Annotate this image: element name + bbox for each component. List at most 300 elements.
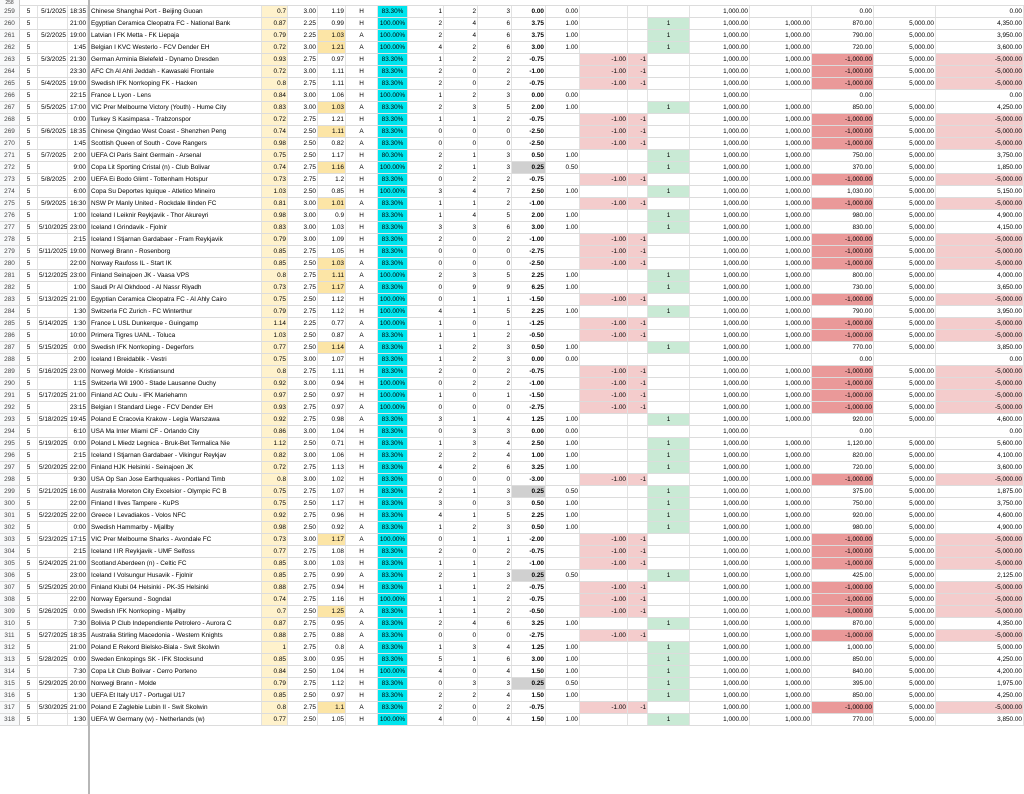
cell-base[interactable]: 5,000.00 [874, 66, 936, 77]
cell-num[interactable]: 5 [20, 186, 38, 197]
cell-flag[interactable]: 1 [648, 18, 690, 29]
cell-pl2[interactable]: 1.00 [546, 462, 580, 473]
cell-stake[interactable]: 2.75 [288, 510, 318, 521]
cell-flag[interactable] [648, 138, 690, 149]
cell-c3[interactable]: 6 [478, 618, 512, 629]
cell-confidence[interactable]: 83.30% [378, 54, 408, 65]
cell-unit[interactable] [750, 354, 812, 365]
cell-c2[interactable]: 1 [444, 306, 478, 317]
cell-row[interactable]: 293 [0, 414, 20, 425]
cell-c3[interactable]: 9 [478, 282, 512, 293]
cell-base[interactable]: 5,000.00 [874, 222, 936, 233]
cell-n1[interactable]: -1.00 [580, 630, 628, 641]
cell-n1[interactable]: -1.00 [580, 198, 628, 209]
cell-date[interactable] [38, 210, 68, 221]
cell-ret[interactable]: -1,000.00 [812, 78, 874, 89]
cell-unit[interactable]: 1,000.00 [750, 270, 812, 281]
cell-c3[interactable]: 0 [478, 126, 512, 137]
cell-c2[interactable]: 0 [444, 234, 478, 245]
cell-pick[interactable]: H [346, 114, 378, 125]
cell-pl2[interactable]: 1.00 [546, 186, 580, 197]
cell-time[interactable]: 23:00 [70, 272, 86, 279]
cell-ret[interactable]: -1,000.00 [812, 114, 874, 125]
cell-bank[interactable]: 1,000.00 [690, 642, 750, 653]
cell-row[interactable]: 263 [0, 54, 20, 65]
cell-n1[interactable] [580, 414, 628, 425]
cell-unit[interactable]: 1,000.00 [750, 546, 812, 557]
cell-bank[interactable]: 1,000.00 [690, 594, 750, 605]
cell-c1[interactable]: 2 [408, 366, 444, 377]
cell-time[interactable]: 22:00 [70, 512, 86, 519]
cell-c3[interactable]: 2 [478, 66, 512, 77]
cell-c1[interactable]: 1 [408, 522, 444, 533]
cell-total[interactable]: 3,950.00 [936, 30, 1024, 41]
cell-odds2[interactable]: 1.04 [318, 666, 346, 677]
cell-total[interactable]: 5,150.00 [936, 186, 1024, 197]
cell-pl[interactable]: 6.25 [512, 282, 546, 293]
cell-date[interactable] [38, 306, 68, 317]
cell-row[interactable]: 295 [0, 438, 20, 449]
cell-time[interactable]: 21:00 [70, 20, 86, 27]
cell-c2[interactable]: 1 [444, 534, 478, 545]
cell-bank[interactable]: 1,000.00 [690, 294, 750, 305]
cell-stake[interactable]: 2.75 [288, 366, 318, 377]
cell-c1[interactable]: 1 [408, 390, 444, 401]
cell-flag[interactable]: 1 [648, 618, 690, 629]
cell-odds[interactable]: 0.93 [262, 54, 288, 65]
cell-base[interactable]: 5,000.00 [874, 678, 936, 689]
match-cell[interactable] [90, 582, 262, 593]
cell-flag[interactable] [648, 78, 690, 89]
cell-date[interactable]: 5/27/2025 [39, 632, 68, 639]
cell-stake[interactable]: 2.50 [288, 714, 318, 725]
cell-pick[interactable]: A [346, 138, 378, 149]
cell-confidence[interactable]: 100.00% [378, 318, 408, 329]
cell-bank[interactable]: 1,000.00 [690, 342, 750, 353]
cell-unit[interactable]: 1,000.00 [750, 198, 812, 209]
cell-pl[interactable]: -3.00 [512, 474, 546, 485]
cell-base[interactable]: 5,000.00 [874, 174, 936, 185]
cell-row[interactable]: 291 [0, 390, 20, 401]
cell-unit[interactable]: 1,000.00 [750, 30, 812, 41]
cell-pl2[interactable] [546, 390, 580, 401]
cell-c2[interactable]: 2 [444, 450, 478, 461]
cell-date[interactable] [38, 498, 68, 509]
cell-pick[interactable]: H [346, 78, 378, 89]
cell-ret[interactable]: 425.00 [812, 570, 874, 581]
cell-odds[interactable]: 0.92 [262, 510, 288, 521]
cell-date[interactable]: 5/14/2025 [39, 320, 68, 327]
cell-pl2[interactable]: 1.00 [546, 102, 580, 113]
cell-flag[interactable]: 1 [648, 306, 690, 317]
cell-ret[interactable]: -1,000.00 [812, 606, 874, 617]
cell-odds2[interactable]: 1.03 [318, 222, 346, 233]
cell-odds[interactable]: 0.84 [262, 90, 288, 101]
cell-pl[interactable]: -0.75 [512, 702, 546, 713]
cell-flag[interactable] [648, 330, 690, 341]
cell-base[interactable]: 5,000.00 [874, 378, 936, 389]
cell-total[interactable]: 4,600.00 [936, 414, 1024, 425]
cell-row[interactable]: 297 [0, 462, 20, 473]
cell-ret[interactable]: 830.00 [812, 222, 874, 233]
cell-unit[interactable]: 1,000.00 [750, 678, 812, 689]
cell-c3[interactable]: 7 [478, 186, 512, 197]
cell-base[interactable]: 5,000.00 [874, 162, 936, 173]
cell-stake[interactable]: 2.75 [288, 174, 318, 185]
cell-c2[interactable]: 0 [444, 246, 478, 257]
cell-n2[interactable]: -1 [628, 378, 648, 389]
cell-c2[interactable]: 0 [444, 138, 478, 149]
cell-row[interactable]: 271 [0, 150, 20, 161]
cell-c1[interactable]: 2 [408, 450, 444, 461]
cell-c3[interactable]: 0 [478, 474, 512, 485]
cell-time[interactable]: 16:00 [70, 488, 86, 495]
cell-pl[interactable]: 1.25 [512, 414, 546, 425]
row-header[interactable]: 258 [0, 0, 20, 6]
cell-bank[interactable]: 1,000.00 [690, 486, 750, 497]
cell-pl2[interactable] [546, 546, 580, 557]
cell-pl[interactable]: -0.75 [512, 582, 546, 593]
cell-confidence[interactable]: 83.30% [378, 678, 408, 689]
match-cell[interactable] [90, 114, 262, 125]
cell-c3[interactable]: 3 [478, 426, 512, 437]
cell-date[interactable]: 5/5/2025 [38, 102, 68, 113]
cell-row[interactable]: 305 [0, 558, 20, 569]
cell-c3[interactable]: 2 [478, 558, 512, 569]
cell-pl2[interactable]: 1.00 [546, 18, 580, 29]
cell-flag[interactable] [648, 6, 690, 17]
cell-c1[interactable]: 1 [408, 438, 444, 449]
cell-n1[interactable] [580, 462, 628, 473]
match-cell[interactable] [90, 594, 262, 605]
cell-n2[interactable]: -1 [628, 606, 648, 617]
cell-pl2[interactable]: 1.00 [546, 642, 580, 653]
cell-total[interactable]: -5,000.00 [936, 378, 1024, 389]
cell-confidence[interactable]: 83.30% [378, 174, 408, 185]
cell-stake[interactable]: 3.00 [288, 102, 318, 113]
cell-odds[interactable]: 0.73 [262, 174, 288, 185]
cell-odds[interactable]: 0.8 [262, 366, 288, 377]
cell-date[interactable]: 5/12/2025 [39, 272, 68, 279]
cell-unit[interactable]: 1,000.00 [750, 654, 812, 665]
cell-flag[interactable] [648, 354, 690, 365]
cell-stake[interactable]: 2.50 [288, 666, 318, 677]
cell-num[interactable]: 5 [20, 474, 38, 485]
cell-pl2[interactable]: 1.00 [546, 30, 580, 41]
cell-c1[interactable]: 4 [408, 714, 444, 725]
cell-ret[interactable]: -1,000.00 [812, 378, 874, 389]
cell-c1[interactable]: 0 [408, 294, 444, 305]
cell-confidence[interactable]: 100.00% [378, 306, 408, 317]
cell-date[interactable] [38, 18, 68, 29]
cell-pick[interactable]: A [346, 330, 378, 341]
cell-flag[interactable] [648, 54, 690, 65]
cell-unit[interactable]: 1,000.00 [750, 42, 812, 53]
cell-total[interactable]: -5,000.00 [936, 114, 1024, 125]
cell-ret[interactable]: 870.00 [812, 18, 874, 29]
cell-stake[interactable]: 2.50 [288, 390, 318, 401]
cell-num[interactable]: 5 [20, 174, 38, 185]
match-cell[interactable] [90, 714, 262, 725]
cell-n1[interactable] [580, 162, 628, 173]
cell-stake[interactable]: 3.00 [288, 90, 318, 101]
cell-odds[interactable]: 0.83 [262, 102, 288, 113]
cell-stake[interactable]: 3.00 [288, 378, 318, 389]
cell-total[interactable]: 0.00 [936, 90, 1024, 101]
cell-date[interactable]: 5/9/2025 [38, 198, 68, 209]
cell-row[interactable]: 296 [0, 450, 20, 461]
cell-pick[interactable]: H [346, 54, 378, 65]
cell-bank[interactable]: 1,000.00 [690, 498, 750, 509]
cell-pick[interactable]: H [346, 210, 378, 221]
cell-n1[interactable]: -1.00 [580, 390, 628, 401]
match-cell[interactable] [90, 534, 262, 545]
match-cell[interactable] [90, 294, 262, 305]
cell-c3[interactable]: 6 [478, 18, 512, 29]
match-cell[interactable] [90, 354, 262, 365]
cell-stake[interactable]: 2.75 [288, 702, 318, 713]
cell-c1[interactable]: 1 [408, 6, 444, 17]
cell-pl2[interactable]: 1.00 [546, 414, 580, 425]
cell-ret[interactable]: 850.00 [812, 690, 874, 701]
cell-base[interactable]: 5,000.00 [874, 510, 936, 521]
cell-row[interactable]: 275 [0, 198, 20, 209]
cell-c2[interactable]: 4 [444, 18, 478, 29]
cell-unit[interactable]: 1,000.00 [750, 114, 812, 125]
match-cell[interactable] [90, 402, 262, 413]
cell-time[interactable]: 21:00 [70, 704, 86, 711]
cell-n2[interactable] [628, 678, 648, 689]
match-cell[interactable] [90, 666, 262, 677]
cell-confidence[interactable]: 100.00% [378, 534, 408, 545]
cell-time[interactable]: 0:00 [68, 522, 88, 533]
cell-total[interactable]: -5,000.00 [936, 594, 1024, 605]
cell-ret[interactable]: 375.00 [812, 486, 874, 497]
cell-total[interactable]: 3,750.00 [936, 150, 1024, 161]
cell-c1[interactable]: 0 [408, 678, 444, 689]
cell-flag[interactable]: 1 [648, 42, 690, 53]
cell-base[interactable]: 5,000.00 [874, 594, 936, 605]
cell-odds[interactable]: 0.8 [262, 474, 288, 485]
cell-c3[interactable]: 6 [478, 30, 512, 41]
cell-c3[interactable]: 0 [478, 402, 512, 413]
cell-c3[interactable]: 3 [478, 354, 512, 365]
cell-odds[interactable]: 0.72 [262, 462, 288, 473]
cell-confidence[interactable]: 83.30% [378, 342, 408, 353]
cell-base[interactable]: 5,000.00 [874, 294, 936, 305]
cell-time[interactable]: 1:30 [68, 306, 88, 317]
cell-confidence[interactable]: 83.30% [378, 66, 408, 77]
cell-odds[interactable]: 0.85 [262, 258, 288, 269]
cell-n2[interactable]: -1 [628, 126, 648, 137]
cell-confidence[interactable]: 83.30% [378, 222, 408, 233]
cell-c2[interactable]: 3 [444, 642, 478, 653]
cell-ret[interactable]: -1,000.00 [812, 54, 874, 65]
cell-total[interactable]: 4,250.00 [936, 654, 1024, 665]
cell-c2[interactable]: 3 [444, 438, 478, 449]
cell-c1[interactable]: 2 [408, 18, 444, 29]
cell-odds[interactable]: 0.79 [262, 30, 288, 41]
cell-pick[interactable]: H [346, 462, 378, 473]
cell-total[interactable]: -5,000.00 [936, 582, 1024, 593]
cell-stake[interactable]: 3.00 [288, 450, 318, 461]
cell-base[interactable]: 5,000.00 [874, 414, 936, 425]
cell-confidence[interactable]: 83.30% [378, 462, 408, 473]
cell-n2[interactable] [628, 222, 648, 233]
cell-pl2[interactable]: 1.00 [546, 270, 580, 281]
cell-c3[interactable]: 6 [478, 222, 512, 233]
cell-pl2[interactable]: 1.00 [546, 522, 580, 533]
cell-odds[interactable]: 0.79 [262, 306, 288, 317]
cell-stake[interactable]: 3.00 [288, 6, 318, 17]
cell-c3[interactable]: 2 [478, 366, 512, 377]
cell-odds[interactable]: 0.8 [262, 270, 288, 281]
cell-c1[interactable]: 4 [408, 42, 444, 53]
match-cell[interactable] [90, 426, 262, 437]
cell-c1[interactable]: 4 [408, 666, 444, 677]
cell-date[interactable]: 5/23/2025 [39, 536, 68, 543]
cell-odds[interactable]: 0.72 [262, 66, 288, 77]
cell-ret[interactable]: -1,000.00 [812, 258, 874, 269]
match-cell[interactable] [90, 342, 262, 353]
match-cell[interactable] [90, 378, 262, 389]
cell-date[interactable]: 5/11/2025 [39, 248, 67, 255]
cell-odds2[interactable]: 1.25 [318, 606, 346, 617]
cell-flag[interactable]: 1 [648, 654, 690, 665]
cell-time[interactable]: 0:00 [68, 114, 88, 125]
cell-n1[interactable] [580, 30, 628, 41]
cell-row[interactable]: 264 [0, 66, 20, 77]
cell-time[interactable]: 2:00 [68, 174, 88, 185]
cell-ret[interactable]: 980.00 [812, 522, 874, 533]
cell-odds2[interactable]: 0.92 [318, 522, 346, 533]
cell-flag[interactable] [648, 558, 690, 569]
cell-unit[interactable]: 1,000.00 [750, 378, 812, 389]
cell-total[interactable]: -5,000.00 [936, 234, 1024, 245]
cell-n2[interactable]: -1 [628, 258, 648, 269]
cell-c3[interactable]: 5 [478, 102, 512, 113]
cell-time[interactable]: 19:00 [70, 248, 86, 255]
cell-flag[interactable]: 1 [648, 222, 690, 233]
cell-ret[interactable]: 0.00 [812, 354, 874, 365]
cell-ret[interactable]: 840.00 [812, 666, 874, 677]
cell-stake[interactable]: 2.75 [288, 594, 318, 605]
cell-base[interactable]: 5,000.00 [874, 714, 936, 725]
cell-flag[interactable]: 1 [648, 498, 690, 509]
cell-total[interactable]: 4,350.00 [936, 18, 1024, 29]
cell-ret[interactable]: 770.00 [812, 714, 874, 725]
cell-c2[interactable]: 0 [444, 126, 478, 137]
cell-n1[interactable]: -1.00 [580, 594, 628, 605]
cell-date[interactable] [38, 642, 68, 653]
cell-pl[interactable]: 3.75 [512, 30, 546, 41]
cell-c1[interactable]: 2 [408, 270, 444, 281]
cell-stake[interactable]: 2.75 [288, 246, 318, 257]
cell-total[interactable]: 3,650.00 [936, 282, 1024, 293]
cell-pl[interactable]: 2.00 [512, 102, 546, 113]
cell-pl[interactable]: 0.00 [512, 6, 546, 17]
cell-n2[interactable] [628, 414, 648, 425]
cell-odds2[interactable]: 1.17 [318, 150, 346, 161]
cell-base[interactable]: 5,000.00 [874, 18, 936, 29]
cell-flag[interactable]: 1 [648, 678, 690, 689]
cell-c1[interactable]: 2 [408, 702, 444, 713]
cell-row[interactable]: 306 [0, 570, 20, 581]
cell-pl2[interactable]: 1.00 [546, 714, 580, 725]
cell-stake[interactable]: 3.00 [288, 654, 318, 665]
cell-unit[interactable]: 1,000.00 [750, 330, 812, 341]
cell-pick[interactable]: A [346, 534, 378, 545]
cell-row[interactable]: 265 [0, 78, 20, 89]
cell-base[interactable]: 5,000.00 [874, 234, 936, 245]
cell-n2[interactable]: -1 [628, 294, 648, 305]
cell-stake[interactable]: 2.50 [288, 330, 318, 341]
cell-pick[interactable]: A [346, 570, 378, 581]
cell-stake[interactable]: 2.50 [288, 150, 318, 161]
cell-pl2[interactable]: 0.50 [546, 162, 580, 173]
cell-row[interactable]: 281 [0, 270, 20, 281]
cell-pl[interactable]: -0.75 [512, 366, 546, 377]
cell-flag[interactable] [648, 474, 690, 485]
cell-n1[interactable] [580, 102, 628, 113]
cell-c1[interactable]: 0 [408, 258, 444, 269]
cell-pick[interactable]: A [346, 30, 378, 41]
cell-bank[interactable]: 1,000.00 [690, 222, 750, 233]
cell-c1[interactable]: 2 [408, 102, 444, 113]
cell-pick[interactable]: H [346, 294, 378, 305]
cell-total[interactable]: 5,000.00 [936, 642, 1024, 653]
cell-pl[interactable]: -0.50 [512, 330, 546, 341]
cell-c2[interactable]: 0 [444, 258, 478, 269]
cell-pl2[interactable]: 1.00 [546, 654, 580, 665]
cell-time[interactable]: 10:00 [70, 332, 86, 339]
cell-date[interactable]: 5/20/2025 [39, 464, 68, 471]
cell-bank[interactable]: 1,000.00 [690, 522, 750, 533]
cell-time[interactable]: 1:30 [68, 690, 88, 701]
cell-c3[interactable]: 1 [478, 390, 512, 401]
cell-unit[interactable]: 1,000.00 [750, 342, 812, 353]
cell-confidence[interactable]: 83.30% [378, 102, 408, 113]
cell-odds2[interactable]: 1.21 [318, 42, 346, 53]
cell-num[interactable]: 5 [20, 570, 38, 581]
match-cell[interactable] [90, 306, 262, 317]
cell-base[interactable]: 5,000.00 [874, 390, 936, 401]
match-cell[interactable] [90, 390, 262, 401]
cell-c1[interactable]: 0 [408, 534, 444, 545]
cell-num[interactable]: 5 [20, 294, 38, 305]
cell-odds2[interactable]: 1.16 [318, 162, 346, 173]
cell-flag[interactable] [648, 246, 690, 257]
cell-n2[interactable] [628, 690, 648, 701]
cell-bank[interactable]: 1,000.00 [690, 414, 750, 425]
match-cell[interactable] [90, 186, 262, 197]
cell-unit[interactable]: 1,000.00 [750, 570, 812, 581]
cell-stake[interactable]: 2.50 [288, 606, 318, 617]
cell-base[interactable]: 5,000.00 [874, 342, 936, 353]
match-cell[interactable] [90, 174, 262, 185]
cell-flag[interactable] [648, 582, 690, 593]
cell-unit[interactable]: 1,000.00 [750, 78, 812, 89]
cell-unit[interactable]: 1,000.00 [750, 186, 812, 197]
cell-ret[interactable]: -1,000.00 [812, 318, 874, 329]
cell-flag[interactable] [648, 174, 690, 185]
cell-confidence[interactable]: 83.30% [378, 234, 408, 245]
cell-c1[interactable]: 2 [408, 162, 444, 173]
cell-pl[interactable]: 2.25 [512, 306, 546, 317]
cell-time[interactable]: 1:00 [68, 282, 88, 293]
cell-pl2[interactable] [546, 582, 580, 593]
cell-pl[interactable]: -2.75 [512, 630, 546, 641]
